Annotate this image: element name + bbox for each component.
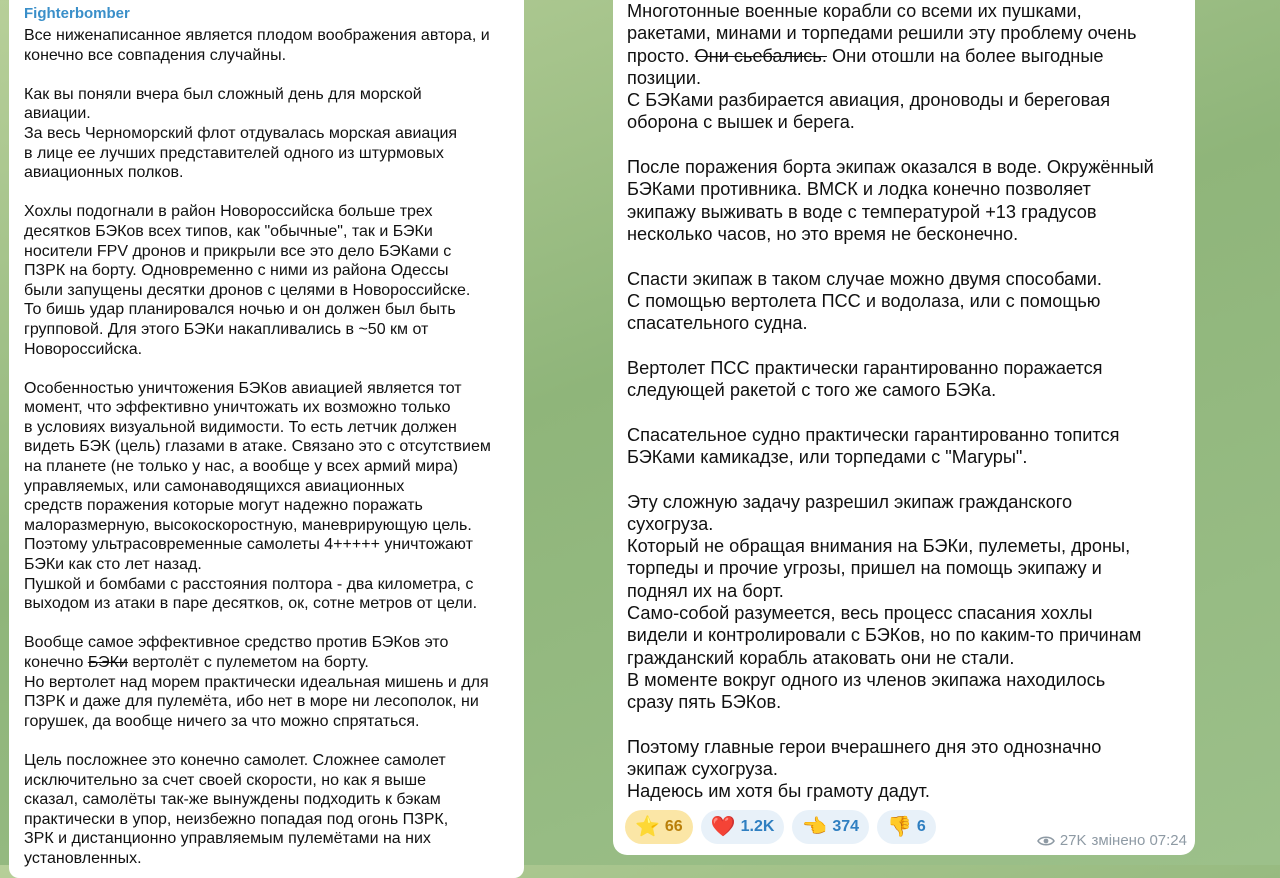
message-line: малоразмерную, высокоскоростную, маневрирующую цель.	[24, 516, 472, 534]
paragraph-gap	[627, 134, 1195, 156]
message-line: Особенностью уничтожения БЭКов авиацией является тот	[24, 379, 462, 397]
message-line: в условиях визуальной видимости. То есть летчик должен	[24, 418, 457, 436]
message-line: авиационных полков.	[24, 164, 184, 182]
paragraph-gap	[627, 245, 1195, 267]
message-line: ракетами, минами и торпедами решили эту проблему очень	[627, 23, 1137, 44]
message-line: В моменте вокруг одного из членов экипажа находилось	[627, 669, 1106, 690]
message-line: Который не обращая внимания на БЭКи, пулеметы, дроны,	[627, 536, 1131, 557]
message-line: установленных.	[24, 849, 142, 867]
message-line: спасательного судна.	[627, 313, 808, 334]
message-line: сразу пять БЭКов.	[627, 692, 782, 713]
paragraph-gap	[24, 614, 524, 634]
message-line: ПЗРК и даже для пулемёта, ибо нет в море ни лесополок, ни	[24, 693, 479, 711]
message-line: сказал, самолёты так-же вынуждены подходить к бэкам	[24, 791, 441, 809]
message-line: групповой. Для этого БЭКи накапливались в ~50 км от	[24, 320, 429, 338]
strikethrough-text: БЭКи	[87, 654, 128, 671]
message-line: За весь Черноморский флот отдувалась морская авиация	[24, 124, 458, 142]
view-count: 27K	[1059, 832, 1087, 849]
message-line: То бишь удар планировался ночью и он должен был быть	[24, 301, 456, 319]
message-line: просто. Они сьебались. Они отошли на более выгодные	[627, 45, 1104, 66]
reaction-count: 1.2K	[740, 818, 775, 835]
message-line: Цель посложнее это конечно самолет. Сложнее самолет	[24, 751, 446, 769]
message-line: Спасти экипаж в таком случае можно двумя способами.	[627, 268, 1102, 289]
message-line: видеть БЭК (цель) глазами в атаке. Связано это с отсутствием	[24, 438, 491, 456]
pointing-hand-icon: 👈	[802, 816, 828, 838]
message-line: десятков БЭКов всех типов, как "обычные", так и БЭКи	[24, 222, 433, 240]
left-message-bubble	[9, 0, 524, 878]
message-line: Надеюсь им хотя бы грамоту дадут.	[627, 781, 930, 802]
message-line: Само-собой разумеется, весь процесс спасания хохлы	[627, 603, 1093, 624]
message-line: оборона с вышек и берега.	[627, 112, 855, 133]
message-line: Хохлы подогнали в район Новороссийска больше трех	[24, 203, 433, 221]
star-icon: ⭐	[635, 816, 660, 838]
message-line: БЭКами камикадзе, или торпедами с "Магуры".	[627, 446, 1028, 467]
message-line: в лице ее лучших представителей одного из штурмовых	[24, 144, 444, 162]
message-line: Эту сложную задачу разрешил экипаж гражданского	[627, 491, 1073, 512]
reaction-star[interactable]	[625, 810, 693, 844]
right-message-text	[627, 67, 1195, 803]
thumbs-down-icon: 👎	[887, 816, 912, 838]
paragraph-gap	[627, 468, 1195, 490]
paragraph-gap	[627, 401, 1195, 423]
message-line: торпеды и прочие угрозы, пришел на помощь экипажу и	[627, 558, 1102, 579]
message-line: сухогруза.	[627, 513, 714, 534]
message-line: Новороссийска.	[24, 340, 143, 358]
reaction-thumbs-down[interactable]	[877, 810, 936, 844]
paragraph-gap	[24, 65, 524, 85]
message-line: исключительно за счет своей скорости, но как я выше	[24, 771, 426, 789]
message-line: Поэтому главные герои вчерашнего дня это однозначно	[627, 736, 1102, 757]
paragraph-gap	[627, 334, 1195, 356]
paragraph-gap	[24, 359, 524, 379]
message-line: позиции.	[627, 67, 702, 88]
message-line: Как вы поняли вчера был сложный день для морской	[24, 85, 422, 103]
message-line: С помощью вертолета ПСС и водолаза, или с помощью	[627, 290, 1101, 311]
message-line: авиации.	[24, 105, 91, 123]
strikethrough-text: Они сьебались.	[694, 45, 827, 66]
message-line: Но вертолет над морем практически идеальная мишень и для	[24, 673, 489, 691]
message-line: поднял их на борт.	[627, 580, 784, 601]
message-line: ПЗРК на борту. Одновременно с ними из района Одессы	[24, 262, 449, 280]
message-line: были запущены десятки дронов с целями в Новороссийске.	[24, 281, 471, 299]
message-line: гражданский корабль атаковать они не стали.	[627, 647, 1015, 668]
message-line: Многотонные военные корабли со всеми их пушками,	[627, 1, 1082, 21]
message-line: практически в упор, неизбежно попадая под огонь ПЗРК,	[24, 810, 449, 828]
message-line: носители FPV дронов и прикрыли все это дело БЭКами с	[24, 242, 452, 260]
paragraph-gap	[24, 731, 524, 751]
right-message-bubble	[613, 0, 1195, 855]
reaction-heart[interactable]	[701, 810, 785, 844]
message-meta	[1037, 832, 1187, 849]
message-line: Пушкой и бомбами с расстояния полтора - два километра, с	[24, 575, 474, 593]
message-line: конечно все совпадения случайны.	[24, 46, 287, 64]
message-line: экипаж сухогруза.	[627, 759, 778, 780]
heart-icon: ❤️	[710, 816, 736, 838]
message-line: Поэтому ультрасовременные самолеты 4+++++ уничтожают	[24, 536, 473, 554]
message-line: Вообще самое эффективное средство против БЭКов это	[24, 634, 449, 652]
left-message-text	[24, 26, 524, 869]
message-line: управляемых, или самонаводящихся авиационных	[24, 477, 405, 495]
channel-author-name[interactable]: Fighterbomber	[24, 5, 130, 22]
message-line: С БЭКами разбирается авиация, дроноводы и береговая	[627, 90, 1111, 111]
reaction-count: 66	[664, 818, 683, 835]
edited-timestamp: змінено 07:24	[1091, 832, 1187, 849]
reaction-count: 374	[832, 818, 860, 835]
message-line: на планете (не только у нас, а вообще у всех армий мира)	[24, 458, 459, 476]
message-line: БЭКами противника. ВМСК и лодка конечно позволяет	[627, 179, 1091, 200]
message-line: средств поражения которые могут надежно поражать	[24, 497, 423, 515]
reactions-bar	[625, 810, 936, 844]
message-line: экипажу выживать в воде с температурой +13 градусов	[627, 201, 1097, 222]
reaction-count: 6	[916, 818, 926, 835]
message-line: конечно БЭКи вертолёт с пулеметом на борту.	[24, 654, 369, 671]
message-line: следующей ракетой с того же самого БЭКа.	[627, 380, 997, 401]
message-line: видели и контролировали с БЭКов, но по каким-то причинам	[627, 625, 1142, 646]
reaction-pointing-hand[interactable]	[792, 810, 869, 844]
message-line: Все ниженаписанное является плодом воображения автора, и	[24, 27, 490, 44]
paragraph-gap	[24, 183, 524, 203]
message-line: горушек, да вообще ничего за что можно спрятаться.	[24, 712, 420, 730]
message-line: БЭКи как сто лет назад.	[24, 556, 202, 574]
message-line: Спасательное судно практически гарантированно топится	[627, 424, 1120, 445]
message-line: момент, что эффективно уничтожать их возможно только	[24, 399, 451, 417]
eye-icon	[1037, 835, 1055, 847]
message-line: выходом из атаки в паре десятков, ок, сотне метров от цели.	[24, 595, 478, 613]
message-line: После поражения борта экипаж оказался в воде. Окружённый	[627, 157, 1154, 178]
message-line: несколько часов, но это время не бесконечно.	[627, 223, 1019, 244]
message-line: Вертолет ПСС практически гарантированно поражается	[627, 357, 1103, 378]
message-line: ЗРК и дистанционно управляемым пулемётами на них	[24, 830, 431, 848]
paragraph-gap	[627, 714, 1195, 736]
